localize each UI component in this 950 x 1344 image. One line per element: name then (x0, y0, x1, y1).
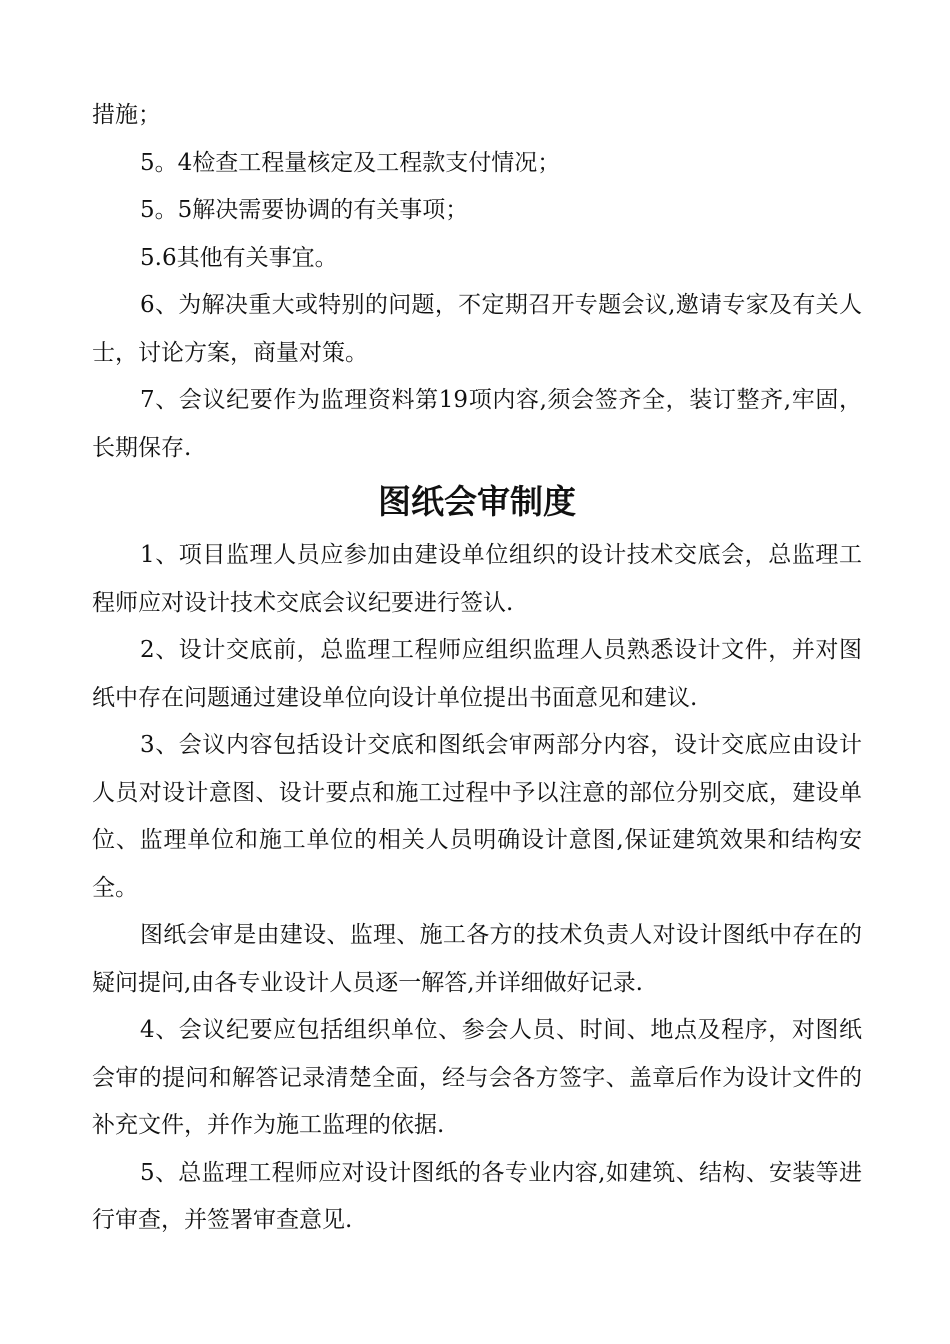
paragraph-prev-3: 5。5解决需要协调的有关事项； (140, 197, 469, 223)
section-title: 图纸会审制度 (378, 482, 576, 521)
paragraph-main-2: 2、设计交底前，总监理工程师应组织监理人员熟悉设计文件，并对图纸中存在问题通过建设单位向设计单位提出书面意见和建议. (92, 637, 862, 711)
paragraph-prev-2: 5。4检查工程量核定及工程款支付情况； (140, 149, 561, 176)
paragraph-main-1: 1、项目监理人员应参加由建设单位组织的设计技术交底会，总监理工程师应对设计技术交底会议纪要进行签认. (92, 542, 862, 616)
paragraph-main-4: 图纸会审是由建设、监理、施工各方的技术负责人对设计图纸中存在的疑问提问,由各专业设计人员逐一解答,并详细做好记录. (92, 922, 862, 996)
paragraph-prev-4: 5.6其他有关事宜。 (140, 244, 338, 271)
paragraph-main-5: 4、会议纪要应包括组织单位、参会人员、时间、地点及程序，对图纸会审的提问和解答记录清楚全面，经与会各方签字、盖章后作为设计文件的补充文件，并作为施工监理的依据. (92, 1017, 862, 1138)
paragraph-prev-1: 措施； (92, 102, 161, 128)
document-body (92, 92, 862, 1245)
paragraph-prev-5: 6、为解决重大或特别的问题，不定期召开专题会议,邀请专家及有关人士，讨论方案，商量对策。 (92, 292, 862, 366)
paragraph-main-3: 3、会议内容包括设计交底和图纸会审两部分内容，设计交底应由设计人员对设计意图、设计要点和施工过程中予以注意的部位分别交底，建设单位、监理单位和施工单位的相关人员明确设计意图,保证建筑效果和结构安全。 (92, 732, 862, 901)
paragraph-prev-6: 7、会议纪要作为监理资料第19项内容,须会签齐全，装订整齐,牢固，长期保存. (92, 387, 862, 461)
paragraph-main-6: 5、总监理工程师应对设计图纸的各专业内容,如建筑、结构、安装等进行审查，并签署审查意见. (92, 1159, 862, 1233)
